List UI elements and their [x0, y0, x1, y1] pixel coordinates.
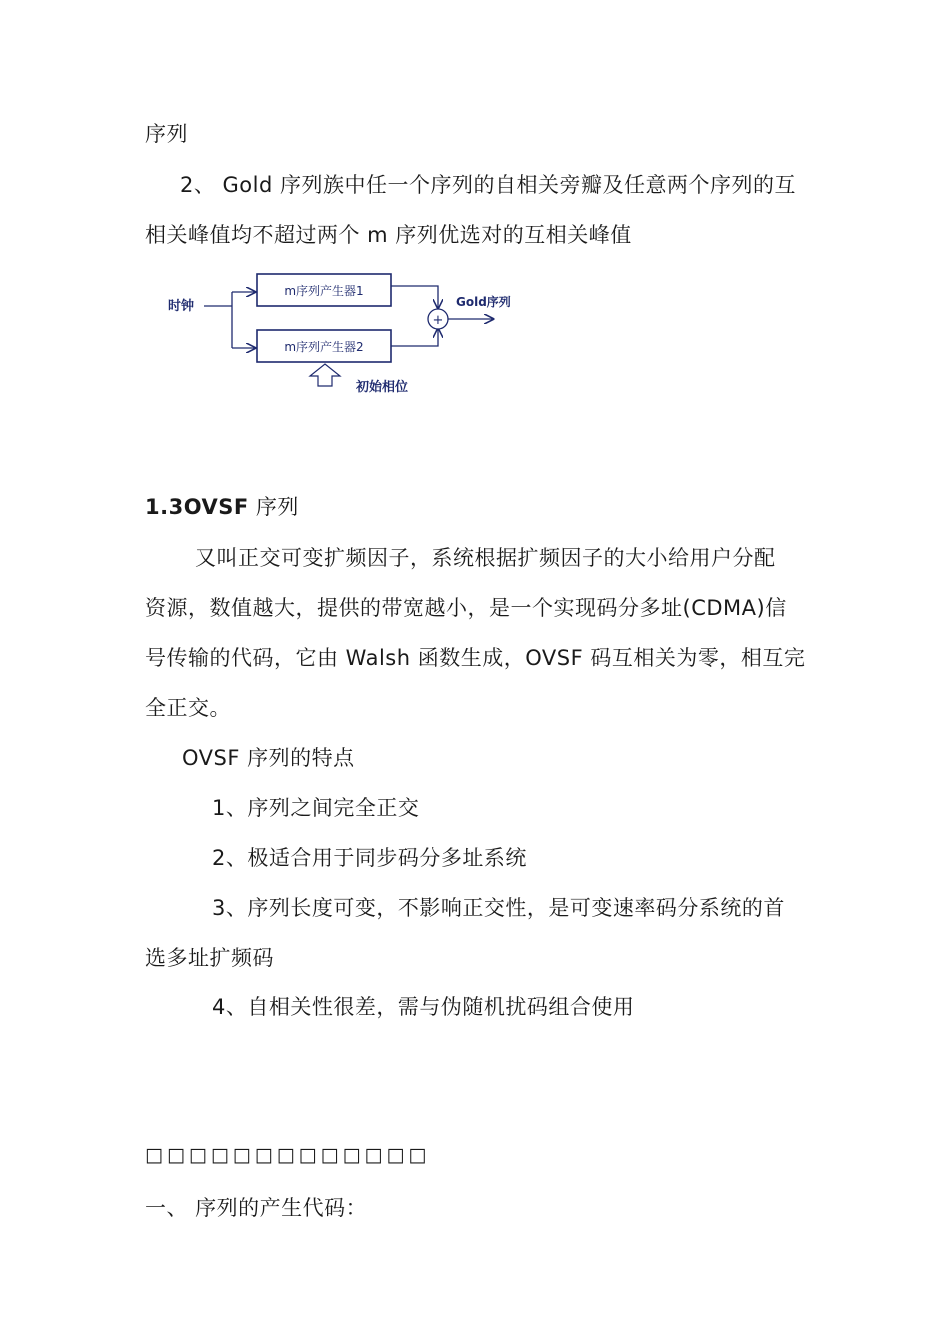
- section-number: 1.3OVSF: [145, 495, 249, 519]
- feature-1: 1、序列之间完全正交: [212, 796, 420, 820]
- gold-sequence-block-diagram: [160, 262, 540, 402]
- text-line-5: 资源，数值越大，提供的带宽越小，是一个实现码分多址(CDMA)信: [145, 596, 787, 620]
- text-line-2: 2、 Gold 序列族中任一个序列的自相关旁瓣及任意两个序列的互: [180, 173, 796, 197]
- feature-3-cont: 选多址扩频码: [145, 946, 274, 970]
- gen1-to-adder: [391, 286, 438, 308]
- text-line-last: 一、 序列的产生代码：: [145, 1196, 368, 1220]
- garbled-text-line: □□□□□□□□□□□□□: [145, 1144, 431, 1166]
- text-line-4: 又叫正交可变扩频因子，系统根据扩频因子的大小给用户分配: [195, 546, 776, 570]
- generator-2-label: m序列产生器2: [284, 340, 364, 354]
- clock-label: 时钟: [168, 299, 195, 314]
- text-line-6: 号传输的代码，它由 Walsh 函数生成，OVSF 码互相关为零，相互完: [145, 646, 806, 670]
- section-heading: [145, 492, 299, 522]
- output-label: Gold序列: [456, 295, 511, 309]
- init-phase-label: 初始相位: [356, 380, 409, 395]
- feature-2: 2、极适合用于同步码分多址系统: [212, 846, 527, 870]
- text-line-7: 全正交。: [145, 696, 231, 720]
- feature-3: 3、序列长度可变，不影响正交性，是可变速率码分系统的首: [212, 896, 785, 920]
- features-title: OVSF 序列的特点: [182, 746, 355, 770]
- text-line-1: 序列: [145, 122, 188, 146]
- feature-4: 4、自相关性很差，需与伪随机扰码组合使用: [212, 995, 635, 1019]
- text-line-3: 相关峰值均不超过两个 m 序列优选对的互相关峰值: [145, 223, 632, 247]
- section-title: 序列: [248, 495, 299, 519]
- adder-plus: +: [432, 313, 444, 328]
- gen2-to-adder: [391, 329, 438, 346]
- generator-1-label: m序列产生器1: [284, 284, 364, 298]
- init-phase-arrow: [310, 364, 340, 386]
